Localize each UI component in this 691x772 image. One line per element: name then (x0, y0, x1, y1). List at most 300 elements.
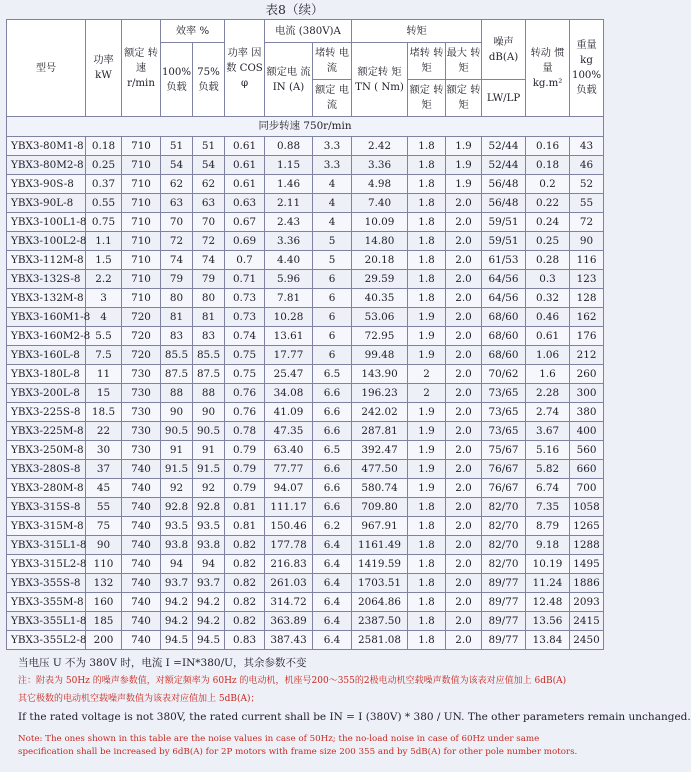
table-cell: 185 (86, 612, 122, 631)
table-cell: 85.5 (193, 346, 225, 365)
table-cell: 123 (570, 270, 604, 289)
table-cell: 0.79 (225, 441, 265, 460)
table-cell: 0.37 (86, 175, 122, 194)
table-cell: 90 (570, 232, 604, 251)
table-cell: 287.81 (352, 422, 408, 441)
table-cell: 242.02 (352, 403, 408, 422)
table-cell: 3 (86, 289, 122, 308)
table-cell: 740 (122, 517, 161, 536)
header-torque-group: 转矩 (352, 20, 482, 43)
table-cell: 2.74 (526, 403, 570, 422)
noise-note-cn-2: 其它极数的电动机空载噪声数值为该表对应值加上 5dB(A)； (18, 694, 260, 704)
table-cell: 6.74 (526, 479, 570, 498)
header-eff-75: 75% 负载 (193, 43, 225, 117)
table-cell: 1.8 (408, 137, 446, 156)
table-cell: 94 (193, 555, 225, 574)
table-row (7, 612, 604, 631)
table-cell: 0.74 (225, 327, 265, 346)
header-rated-torque: 额定转 矩 TN ( Nm) (352, 43, 408, 117)
table-cell: 52 (570, 175, 604, 194)
table-cell: 132 (86, 574, 122, 593)
table-cell: 10.19 (526, 555, 570, 574)
table-cell: 72 (570, 213, 604, 232)
table-cell: 1495 (570, 555, 604, 574)
model-cell: YBX3-250M-8 (7, 441, 86, 460)
table-cell: 720 (122, 327, 161, 346)
table-cell: 0.46 (526, 308, 570, 327)
table-cell: 0.61 (526, 327, 570, 346)
table-cell: 70 (193, 213, 225, 232)
table-cell: 2.0 (446, 441, 482, 460)
table-cell: 37 (86, 460, 122, 479)
table-cell: 2.0 (446, 308, 482, 327)
table-cell: 6.4 (313, 593, 352, 612)
table-cell: 85.5 (161, 346, 193, 365)
table-cell: 1161.49 (352, 536, 408, 555)
table-cell: 63.40 (265, 441, 313, 460)
table-cell: 314.72 (265, 593, 313, 612)
header-noise-sub: LW/LP (482, 80, 526, 117)
table-cell: 6 (313, 308, 352, 327)
table-cell: 6.6 (313, 498, 352, 517)
table-cell: 59/51 (482, 232, 526, 251)
table-cell: 0.83 (225, 631, 265, 650)
table-cell: 79 (161, 270, 193, 289)
table-cell: 3.36 (352, 156, 408, 175)
table-cell: 87.5 (193, 365, 225, 384)
table-cell: 380 (570, 403, 604, 422)
table-cell: 710 (122, 232, 161, 251)
table-cell: 0.82 (225, 555, 265, 574)
table-cell: 2.11 (265, 194, 313, 213)
sync-speed-row: 同步转速 750r/min (7, 117, 604, 137)
table-cell: 111.17 (265, 498, 313, 517)
table-cell: 82/70 (482, 536, 526, 555)
table-cell: 110 (86, 555, 122, 574)
table-cell: 730 (122, 384, 161, 403)
table-cell: 1.8 (408, 555, 446, 574)
table-cell: 1.8 (408, 175, 446, 194)
table-cell: 700 (570, 479, 604, 498)
table-cell: 0.79 (225, 479, 265, 498)
table-cell: 68/60 (482, 346, 526, 365)
table-cell: 2.0 (446, 612, 482, 631)
table-cell: 90.5 (161, 422, 193, 441)
table-cell: 0.3 (526, 270, 570, 289)
table-cell: 1.46 (265, 175, 313, 194)
table-cell: 0.82 (225, 536, 265, 555)
table-cell: 2.0 (446, 384, 482, 403)
table-cell: 55 (570, 194, 604, 213)
table-cell: 76/67 (482, 479, 526, 498)
table-cell: 2.0 (446, 232, 482, 251)
table-cell: 2387.50 (352, 612, 408, 631)
table-cell: 13.56 (526, 612, 570, 631)
table-cell: 93.5 (161, 517, 193, 536)
table-cell: 660 (570, 460, 604, 479)
table-cell: 11.24 (526, 574, 570, 593)
table-cell: 1.5 (86, 251, 122, 270)
table-row (7, 403, 604, 422)
table-cell: 363.89 (265, 612, 313, 631)
model-cell: YBX3-132M-8 (7, 289, 86, 308)
table-cell: 14.80 (352, 232, 408, 251)
table-cell: 740 (122, 555, 161, 574)
table-cell: 15 (86, 384, 122, 403)
table-cell: 92 (161, 479, 193, 498)
model-cell: YBX3-100L2-8 (7, 232, 86, 251)
table-cell: 196.23 (352, 384, 408, 403)
table-cell: 1.8 (408, 289, 446, 308)
table-cell: 0.32 (526, 289, 570, 308)
header-power: 功率 kW (86, 20, 122, 117)
table-cell: 40.35 (352, 289, 408, 308)
table-cell: 72 (161, 232, 193, 251)
table-cell: 2.0 (446, 213, 482, 232)
table-cell: 1.8 (408, 251, 446, 270)
table-cell: 82/70 (482, 498, 526, 517)
table-cell: 6 (313, 346, 352, 365)
table-cell: 7.35 (526, 498, 570, 517)
table-row (7, 441, 604, 460)
header-eff-100: 100% 负载 (161, 43, 193, 117)
table-cell: 730 (122, 422, 161, 441)
table-cell: 2450 (570, 631, 604, 650)
table-cell: 710 (122, 251, 161, 270)
table-cell: 0.78 (225, 422, 265, 441)
table-cell: 2.0 (446, 479, 482, 498)
table-title: 表8（续） (265, 2, 324, 17)
table-cell: 1.15 (265, 156, 313, 175)
table-cell: 34.08 (265, 384, 313, 403)
table-cell: 91 (193, 441, 225, 460)
table-cell: 162 (570, 308, 604, 327)
table-cell: 92.8 (193, 498, 225, 517)
table-cell: 52/44 (482, 156, 526, 175)
table-cell: 6.6 (313, 384, 352, 403)
table-cell: 0.61 (225, 156, 265, 175)
table-cell: 99.48 (352, 346, 408, 365)
table-cell: 89/77 (482, 612, 526, 631)
model-cell: YBX3-160L-8 (7, 346, 86, 365)
table-cell: 0.76 (225, 403, 265, 422)
table-cell: 6 (313, 270, 352, 289)
model-cell: YBX3-90L-8 (7, 194, 86, 213)
table-cell: 200 (86, 631, 122, 650)
table-cell: 6.4 (313, 631, 352, 650)
table-cell: 1265 (570, 517, 604, 536)
table-cell: 2.28 (526, 384, 570, 403)
table-cell: 82/70 (482, 517, 526, 536)
noise-note-en: Note: The ones shown in this table are the noise values in case of 50Hz; the no-load noise in case of 60Hz under same specification shall be increased by 6dB(A) for 2P motors with frame size 200 355 and by 5dB(A) for other pole number motors. (18, 734, 578, 757)
table-cell: 4.40 (265, 251, 313, 270)
header-rated-current-sub: 额定 电流 (313, 80, 352, 117)
table-cell: 46 (570, 156, 604, 175)
table-cell: 387.43 (265, 631, 313, 650)
header-current-group: 电流 (380V)A (265, 20, 352, 43)
model-cell: YBX3-315M-8 (7, 517, 86, 536)
table-cell: 73/65 (482, 403, 526, 422)
header-noise: 噪声 dB(A) (482, 20, 526, 80)
table-cell: 710 (122, 175, 161, 194)
table-cell: 0.25 (86, 156, 122, 175)
header-model: 型号 (7, 20, 86, 117)
table-cell: 94.2 (193, 612, 225, 631)
table-cell: 1.9 (446, 175, 482, 194)
table-cell: 93.8 (161, 536, 193, 555)
table-cell: 87.5 (161, 365, 193, 384)
table-cell: 0.25 (526, 232, 570, 251)
table-cell: 59/51 (482, 213, 526, 232)
table-cell: 2.0 (446, 498, 482, 517)
header-rated-torque-sub2: 额定 转矩 (446, 80, 482, 117)
table-cell: 6.5 (313, 365, 352, 384)
table-cell: 2.0 (446, 631, 482, 650)
table-cell: 3.67 (526, 422, 570, 441)
table-cell: 2.0 (446, 574, 482, 593)
table-cell: 2.0 (446, 517, 482, 536)
table-cell: 3.3 (313, 156, 352, 175)
table-cell: 63 (193, 194, 225, 213)
table-cell: 2.0 (446, 346, 482, 365)
table-cell: 0.18 (86, 137, 122, 156)
table-cell: 580.74 (352, 479, 408, 498)
table-cell: 477.50 (352, 460, 408, 479)
table-cell: 5.16 (526, 441, 570, 460)
table-body (7, 137, 604, 650)
table-cell: 0.22 (526, 194, 570, 213)
voltage-note-en: If the rated voltage is not 380V, the rated current shall be IN = I (380V) * 380 / UN. The other parameters remain unchanged. (18, 711, 691, 723)
table-row (7, 536, 604, 555)
table-cell: 20.18 (352, 251, 408, 270)
model-cell: YBX3-90S-8 (7, 175, 86, 194)
table-cell: 25.47 (265, 365, 313, 384)
table-cell: 6.5 (313, 441, 352, 460)
table-cell: 2.0 (446, 365, 482, 384)
table-cell: 2415 (570, 612, 604, 631)
table-cell: 51 (193, 137, 225, 156)
table-cell: 90 (161, 403, 193, 422)
table-cell: 0.79 (225, 460, 265, 479)
table-row (7, 574, 604, 593)
table-cell: 1703.51 (352, 574, 408, 593)
model-cell: YBX3-132S-8 (7, 270, 86, 289)
table-cell: 91.5 (193, 460, 225, 479)
table-cell: 0.75 (86, 213, 122, 232)
table-cell: 94.5 (193, 631, 225, 650)
table-cell: 13.61 (265, 327, 313, 346)
table-cell: 75 (86, 517, 122, 536)
table-cell: 1288 (570, 536, 604, 555)
table-cell: 0.61 (225, 137, 265, 156)
table-cell: 5.96 (265, 270, 313, 289)
table-cell: 41.09 (265, 403, 313, 422)
table-cell: 91 (161, 441, 193, 460)
table-cell: 2.0 (446, 422, 482, 441)
table-cell: 93.5 (193, 517, 225, 536)
table-cell: 10.28 (265, 308, 313, 327)
table-cell: 75/67 (482, 441, 526, 460)
table-cell: 710 (122, 270, 161, 289)
table-cell: 0.7 (225, 251, 265, 270)
table-cell: 92 (193, 479, 225, 498)
table-row (7, 555, 604, 574)
table-cell: 1.8 (408, 593, 446, 612)
table-cell: 720 (122, 346, 161, 365)
table-cell: 22 (86, 422, 122, 441)
table-cell: 64/56 (482, 270, 526, 289)
table-cell: 1.8 (408, 213, 446, 232)
table-cell: 0.61 (225, 175, 265, 194)
table-cell: 4 (313, 213, 352, 232)
table-row (7, 384, 604, 403)
model-cell: YBX3-225S-8 (7, 403, 86, 422)
table-cell: 0.81 (225, 498, 265, 517)
table-cell: 89/77 (482, 574, 526, 593)
table-cell: 1.9 (408, 422, 446, 441)
table-cell: 6.4 (313, 574, 352, 593)
table-cell: 8.79 (526, 517, 570, 536)
table-row (7, 327, 604, 346)
table-cell: 4 (86, 308, 122, 327)
table-cell: 0.69 (225, 232, 265, 251)
table-cell: 1.9 (408, 327, 446, 346)
table-cell: 0.73 (225, 289, 265, 308)
table-row (7, 593, 604, 612)
table-cell: 1.8 (408, 612, 446, 631)
table-cell: 55 (86, 498, 122, 517)
table-cell: 3.36 (265, 232, 313, 251)
table-cell: 150.46 (265, 517, 313, 536)
table-cell: 2 (408, 384, 446, 403)
table-cell: 11 (86, 365, 122, 384)
table-cell: 6.4 (313, 612, 352, 631)
table-cell: 2.0 (446, 289, 482, 308)
table-cell: 6.6 (313, 403, 352, 422)
model-cell: YBX3-355M-8 (7, 593, 86, 612)
table-cell: 0.76 (225, 384, 265, 403)
table-cell: 1.9 (446, 156, 482, 175)
table-cell: 1.8 (408, 574, 446, 593)
table-cell: 4 (313, 175, 352, 194)
table-cell: 2.0 (446, 460, 482, 479)
table-cell: 68/60 (482, 308, 526, 327)
table-row (7, 251, 604, 270)
model-cell: YBX3-355L1-8 (7, 612, 86, 631)
table-cell: 1.9 (408, 308, 446, 327)
model-cell: YBX3-80M1-8 (7, 137, 86, 156)
table-row (7, 175, 604, 194)
table-cell: 79 (193, 270, 225, 289)
table-cell: 2.0 (446, 555, 482, 574)
table-cell: 5 (313, 251, 352, 270)
model-cell: YBX3-160M1-8 (7, 308, 86, 327)
table-cell: 56/48 (482, 175, 526, 194)
table-cell: 0.82 (225, 574, 265, 593)
table-cell: 73/65 (482, 384, 526, 403)
table-row (7, 232, 604, 251)
table-cell: 216.83 (265, 555, 313, 574)
table-cell: 88 (193, 384, 225, 403)
table-cell: 91.5 (161, 460, 193, 479)
table-cell: 7.5 (86, 346, 122, 365)
table-cell: 177.78 (265, 536, 313, 555)
table-cell: 90 (193, 403, 225, 422)
table-cell: 80 (193, 289, 225, 308)
table-cell: 0.18 (526, 156, 570, 175)
table-cell: 0.16 (526, 137, 570, 156)
table-cell: 72 (193, 232, 225, 251)
table-cell: 740 (122, 498, 161, 517)
table-cell: 10.09 (352, 213, 408, 232)
table-cell: 300 (570, 384, 604, 403)
table-cell: 70 (161, 213, 193, 232)
model-cell: YBX3-355S-8 (7, 574, 86, 593)
model-cell: YBX3-280S-8 (7, 460, 86, 479)
header-inertia: 转动 惯量 kg.m² (526, 20, 570, 117)
table-cell: 740 (122, 593, 161, 612)
voltage-note-cn: 当电压 U 不为 380V 时，电流 I =IN*380/U，其余参数不变 (18, 657, 307, 669)
table-cell: 1.9 (446, 137, 482, 156)
table-cell: 740 (122, 612, 161, 631)
table-cell: 1.1 (86, 232, 122, 251)
table-cell: 2.0 (446, 536, 482, 555)
table-cell: 47.35 (265, 422, 313, 441)
table-cell: 81 (193, 308, 225, 327)
table-cell: 53.06 (352, 308, 408, 327)
table-cell: 81 (161, 308, 193, 327)
table-cell: 1.8 (408, 498, 446, 517)
model-cell: YBX3-160M2-8 (7, 327, 86, 346)
table-cell: 740 (122, 479, 161, 498)
table-cell: 2.0 (446, 327, 482, 346)
table-cell: 4.98 (352, 175, 408, 194)
table-cell: 6.4 (313, 555, 352, 574)
table-cell: 9.18 (526, 536, 570, 555)
table-cell: 116 (570, 251, 604, 270)
table-cell: 176 (570, 327, 604, 346)
table-cell: 2093 (570, 593, 604, 612)
table-cell: 12.48 (526, 593, 570, 612)
table-cell: 74 (193, 251, 225, 270)
table-cell: 2.43 (265, 213, 313, 232)
table-cell: 1.9 (408, 403, 446, 422)
table-cell: 2064.86 (352, 593, 408, 612)
table-cell: 6.6 (313, 460, 352, 479)
table-row (7, 631, 604, 650)
table-cell: 83 (193, 327, 225, 346)
table-cell: 710 (122, 194, 161, 213)
table-cell: 710 (122, 137, 161, 156)
table-cell: 6.4 (313, 536, 352, 555)
table-cell: 73/65 (482, 422, 526, 441)
model-cell: YBX3-100L1-8 (7, 213, 86, 232)
table-row (7, 156, 604, 175)
model-cell: YBX3-80M2-8 (7, 156, 86, 175)
table-cell: 2581.08 (352, 631, 408, 650)
model-cell: YBX3-200L-8 (7, 384, 86, 403)
table-cell: 6.2 (313, 517, 352, 536)
table-cell: 13.84 (526, 631, 570, 650)
table-cell: 77.77 (265, 460, 313, 479)
table-cell: 80 (161, 289, 193, 308)
table-cell: 0.2 (526, 175, 570, 194)
table-cell: 94.5 (161, 631, 193, 650)
model-cell: YBX3-225M-8 (7, 422, 86, 441)
table-cell: 70/62 (482, 365, 526, 384)
noise-note-cn-1: 注：附表为 50Hz 的噪声参数值，对额定频率为 60Hz 的电动机，机座号200～355的2极电动机空载噪声数值为该表对应值加上 6dB(A) (18, 676, 567, 686)
table-cell: 6.6 (313, 479, 352, 498)
